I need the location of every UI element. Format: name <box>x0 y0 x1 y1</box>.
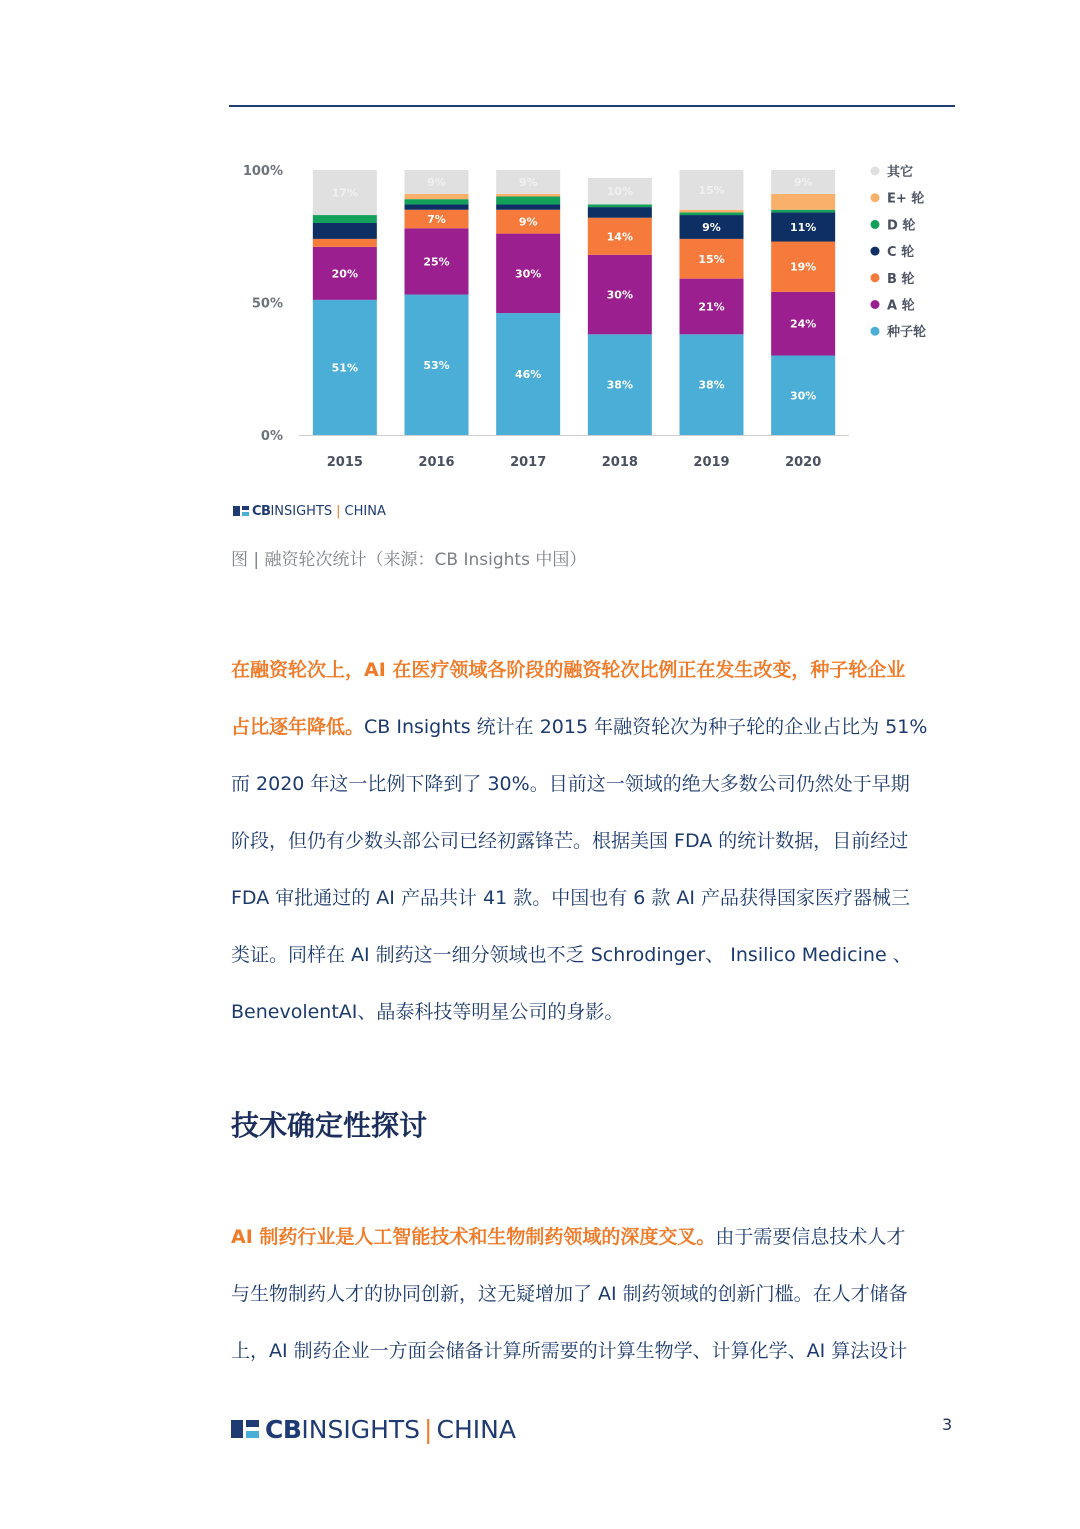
paragraph-line: 上，AI 制药企业一方面会储备计算所需要的计算生物学、计算化学、AI 算法设计 <box>231 1340 908 1362</box>
bar-segment <box>496 204 560 209</box>
footer-logo-cb: CB <box>265 1414 302 1444</box>
data-label: 20% <box>331 267 359 281</box>
data-label: 9% <box>518 215 538 229</box>
paragraph-line: BenevolentAI、晶泰科技等明星公司的身影。 <box>231 1001 624 1023</box>
data-label: 11% <box>789 220 817 234</box>
x-tick-label: 2019 <box>693 455 730 470</box>
bar-segment <box>771 210 835 213</box>
data-label: 38% <box>698 378 725 392</box>
bar-segment <box>588 207 652 218</box>
bar-segment <box>405 204 469 209</box>
section-heading: 技术确定性探讨 <box>231 1109 428 1142</box>
data-label: 46% <box>514 368 542 382</box>
legend-label: D 轮 <box>887 218 916 234</box>
data-label: 21% <box>698 300 725 314</box>
legend-marker <box>871 300 880 309</box>
legend-label: 种子轮 <box>887 325 927 341</box>
legend-label: C 轮 <box>887 245 915 261</box>
footer-logo-insights: INSIGHTS <box>301 1414 421 1444</box>
x-tick-label: 2018 <box>601 455 638 470</box>
data-label: 24% <box>789 317 817 331</box>
bar-segment <box>680 210 744 213</box>
legend-marker <box>871 193 880 202</box>
footer-logo-separator: | <box>424 1414 433 1444</box>
paragraph-line: 而 2020 年这一比例下降到了 30%。目前这一领域的绝大多数公司仍然处于早期 <box>231 773 910 795</box>
bar-segment <box>496 194 560 197</box>
x-tick-label: 2016 <box>418 455 455 470</box>
top-rule <box>229 105 955 107</box>
funding-rounds-stacked-bar-chart <box>229 150 955 480</box>
legend-label: A 轮 <box>887 298 915 314</box>
source-logo-separator: | <box>336 503 341 519</box>
legend-marker <box>871 327 880 336</box>
data-label: 30% <box>514 267 542 281</box>
paragraph-line: 类证。同样在 AI 制药这一细分领域也不乏 Schrodinger、 Insilico Medicine 、 <box>231 944 912 966</box>
data-label: 25% <box>423 255 450 269</box>
footer-brand-logo <box>231 1412 516 1446</box>
highlight-text: 占比逐年降低。 <box>231 716 365 738</box>
figure-caption: 图 | 融资轮次统计（来源：CB Insights 中国） <box>231 550 587 570</box>
legend-label: E+ 轮 <box>887 191 925 207</box>
paragraph-line <box>231 699 953 756</box>
legend-marker <box>871 247 880 256</box>
data-label: 53% <box>423 358 450 372</box>
cb-logo-icon <box>231 1418 259 1440</box>
page-number: 3 <box>942 1415 953 1434</box>
legend-marker <box>871 273 880 282</box>
bar-segment <box>405 194 469 199</box>
footer-logo-china: CHINA <box>436 1414 516 1444</box>
data-label: 30% <box>606 288 634 302</box>
bar-segment <box>771 194 835 210</box>
bar-segment <box>588 204 652 207</box>
data-label: 17% <box>331 186 359 200</box>
data-label: 9% <box>518 175 538 189</box>
source-logo-china: CHINA <box>344 503 386 519</box>
data-label: 9% <box>793 175 813 189</box>
paragraph-line <box>231 642 953 699</box>
y-tick-label: 100% <box>242 164 283 179</box>
bar-segment <box>405 199 469 204</box>
x-tick-label: 2020 <box>785 455 822 470</box>
paragraph-funding-rounds <box>231 642 953 1041</box>
chart-source-logo <box>233 502 386 520</box>
highlight-text: AI 制药行业是人工智能技术和生物制药领域的深度交叉。 <box>231 1226 716 1248</box>
highlight-text: 在融资轮次上，AI 在医疗领域各阶段的融资轮次比例正在发生改变，种子轮企业 <box>231 659 906 681</box>
x-tick-label: 2017 <box>510 455 547 470</box>
legend-label: 其它 <box>887 165 914 180</box>
paragraph-line: FDA 审批通过的 AI 产品共计 41 款。中国也有 6 款 AI 产品获得国家医疗器械三 <box>231 887 911 909</box>
legend-marker <box>871 220 880 229</box>
legend-marker <box>871 167 880 176</box>
data-label: 51% <box>331 361 359 375</box>
legend-label: B 轮 <box>887 271 915 287</box>
bar-segment <box>496 197 560 205</box>
bar-segment <box>313 215 377 223</box>
paragraph-line: 与生物制药人才的协同创新，这无疑增加了 AI 制药领域的创新门槛。在人才储备 <box>231 1283 908 1305</box>
data-label: 14% <box>606 230 634 244</box>
data-label: 7% <box>427 213 446 227</box>
data-label: 38% <box>606 378 634 392</box>
cb-logo-icon <box>233 505 249 517</box>
data-label: 9% <box>702 220 721 234</box>
body-text: 由于需要信息技术人才 <box>715 1226 906 1248</box>
source-logo-cb: CB <box>252 503 271 519</box>
y-tick-label: 50% <box>251 296 283 312</box>
data-label: 19% <box>789 260 817 274</box>
body-text: CB Insights 统计在 2015 年融资轮次为种子轮的企业占比为 51% <box>364 716 928 738</box>
data-label: 10% <box>606 185 634 199</box>
paragraph-line: 阶段，但仍有少数头部公司已经初露锋芒。根据美国 FDA 的统计数据，目前经过 <box>231 830 909 852</box>
bar-segment <box>313 239 377 247</box>
bar-segment <box>313 223 377 239</box>
data-label: 30% <box>789 389 817 403</box>
data-label: 9% <box>427 175 446 189</box>
paragraph-line <box>231 1209 953 1266</box>
data-label: 15% <box>698 252 725 266</box>
y-tick-label: 0% <box>260 429 283 444</box>
x-tick-label: 2015 <box>326 455 363 470</box>
bar-segment <box>680 212 744 215</box>
paragraph-ai-pharma <box>231 1209 953 1380</box>
source-logo-insights: INSIGHTS <box>270 503 333 519</box>
data-label: 15% <box>698 183 725 197</box>
